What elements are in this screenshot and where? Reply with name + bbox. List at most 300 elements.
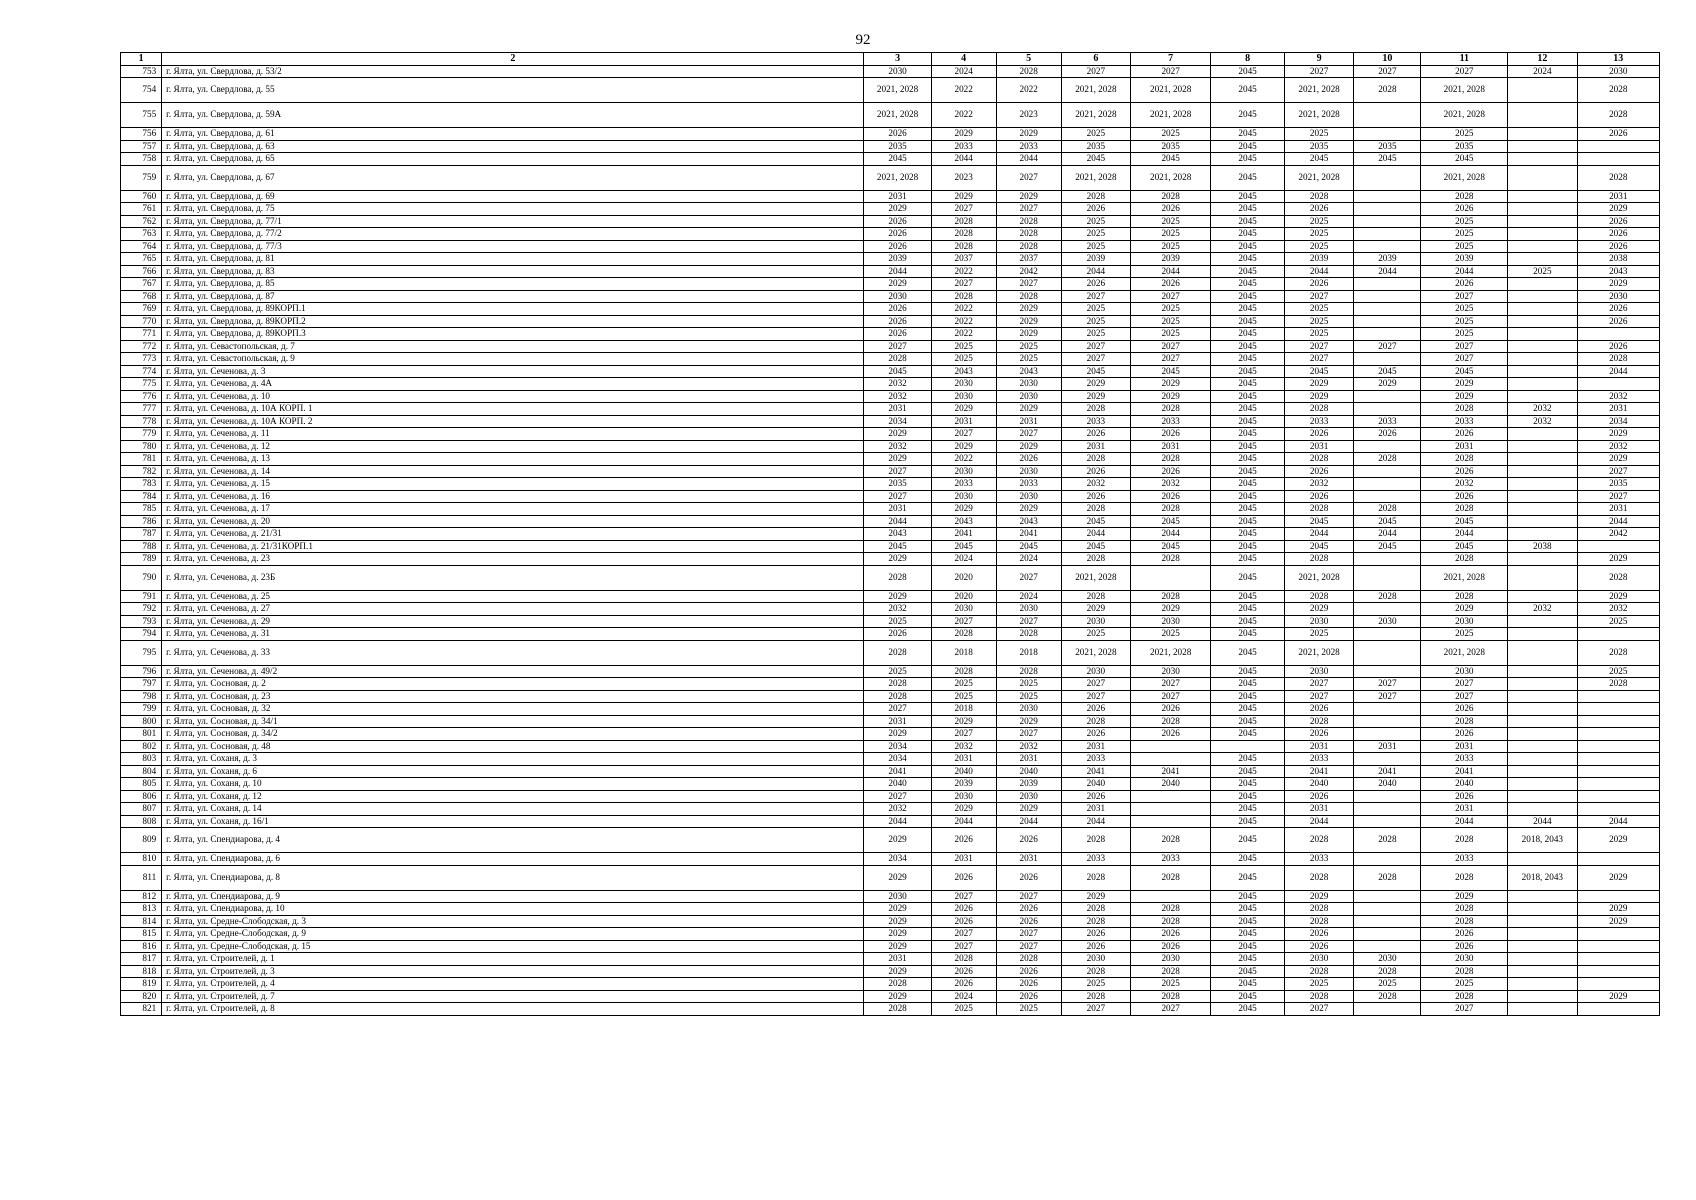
year-cell-col-13 — [1577, 703, 1659, 716]
table-row — [121, 865, 1660, 890]
year-cell-col-6: 2026 — [1061, 203, 1130, 216]
year-cell-col-13: 2029 — [1577, 903, 1659, 916]
year-cell-col-4: 2029 — [931, 503, 996, 516]
year-cell-col-5: 2041 — [996, 528, 1061, 541]
year-cell-col-10 — [1354, 165, 1421, 190]
year-cell-col-13 — [1577, 540, 1659, 553]
year-cell-col-13: 2035 — [1577, 478, 1659, 491]
year-cell-col-13: 2038 — [1577, 253, 1659, 266]
year-cell-col-10 — [1354, 303, 1421, 316]
year-cell-col-7: 2028 — [1131, 503, 1211, 516]
year-cell-col-8: 2045 — [1211, 803, 1285, 816]
year-cell-col-6: 2029 — [1061, 603, 1130, 616]
year-cell-col-12 — [1508, 978, 1577, 991]
year-cell-col-5: 2027 — [996, 165, 1061, 190]
table-row — [121, 790, 1660, 803]
year-cell-col-10: 2045 — [1354, 515, 1421, 528]
year-cell-col-11: 2045 — [1421, 515, 1508, 528]
year-cell-col-3: 2028 — [864, 353, 931, 366]
year-cell-col-13: 2026 — [1577, 215, 1659, 228]
year-cell-col-13: 2025 — [1577, 615, 1659, 628]
year-cell-col-7 — [1131, 565, 1211, 590]
year-cell-col-5: 2029 — [996, 328, 1061, 341]
year-cell-col-8: 2045 — [1211, 690, 1285, 703]
year-cell-col-7: 2028 — [1131, 190, 1211, 203]
year-cell-col-4: 2031 — [931, 853, 996, 866]
year-cell-col-3: 2028 — [864, 640, 931, 665]
year-cell-col-7: 2028 — [1131, 828, 1211, 853]
year-cell-col-13: 2029 — [1577, 865, 1659, 890]
year-cell-col-11: 2040 — [1421, 778, 1508, 791]
address-cell: г. Ялта, ул. Свердлова, д. 53/2 — [162, 65, 864, 78]
year-cell-col-3: 2039 — [864, 253, 931, 266]
address-cell: г. Ялта, ул. Сосновая, д. 48 — [162, 740, 864, 753]
year-cell-col-8: 2045 — [1211, 890, 1285, 903]
year-cell-col-7: 2027 — [1131, 65, 1211, 78]
year-cell-col-3: 2027 — [864, 340, 931, 353]
address-cell: г. Ялта, ул. Строителей, д. 4 — [162, 978, 864, 991]
year-cell-col-13 — [1577, 728, 1659, 741]
year-cell-col-12 — [1508, 103, 1577, 128]
year-cell-col-8: 2045 — [1211, 278, 1285, 291]
year-cell-col-12 — [1508, 228, 1577, 241]
year-cell-col-6: 2045 — [1061, 365, 1130, 378]
year-cell-col-3: 2031 — [864, 403, 931, 416]
year-cell-col-8: 2045 — [1211, 865, 1285, 890]
row-number: 759 — [121, 165, 162, 190]
year-cell-col-8: 2045 — [1211, 628, 1285, 641]
year-cell-col-8: 2045 — [1211, 503, 1285, 516]
year-cell-col-6: 2025 — [1061, 303, 1130, 316]
table-row — [121, 715, 1660, 728]
row-number: 790 — [121, 565, 162, 590]
year-cell-col-12 — [1508, 340, 1577, 353]
table-row — [121, 528, 1660, 541]
year-cell-col-7: 2029 — [1131, 603, 1211, 616]
year-cell-col-10 — [1354, 128, 1421, 141]
year-cell-col-8: 2045 — [1211, 78, 1285, 103]
year-cell-col-7: 2032 — [1131, 478, 1211, 491]
year-cell-col-6: 2040 — [1061, 778, 1130, 791]
column-header-4: 4 — [931, 53, 996, 66]
year-cell-col-8: 2045 — [1211, 453, 1285, 466]
year-cell-col-5: 2026 — [996, 903, 1061, 916]
year-cell-col-13: 2029 — [1577, 915, 1659, 928]
year-cell-col-7: 2028 — [1131, 990, 1211, 1003]
year-cell-col-3: 2032 — [864, 603, 931, 616]
table-row — [121, 365, 1660, 378]
year-cell-col-11: 2027 — [1421, 340, 1508, 353]
table-row — [121, 590, 1660, 603]
table-row — [121, 215, 1660, 228]
year-cell-col-6: 2030 — [1061, 953, 1130, 966]
year-cell-col-3: 2025 — [864, 615, 931, 628]
row-number: 775 — [121, 378, 162, 391]
table-row — [121, 940, 1660, 953]
table-row — [121, 340, 1660, 353]
year-cell-col-13: 2028 — [1577, 353, 1659, 366]
table-row — [121, 915, 1660, 928]
year-cell-col-7: 2025 — [1131, 328, 1211, 341]
year-cell-col-3: 2026 — [864, 328, 931, 341]
year-cell-col-10 — [1354, 940, 1421, 953]
year-cell-col-9: 2028 — [1284, 915, 1353, 928]
year-cell-col-6: 2045 — [1061, 153, 1130, 166]
address-cell: г. Ялта, ул. Соханя, д. 3 — [162, 753, 864, 766]
year-cell-col-9: 2026 — [1284, 928, 1353, 941]
year-cell-col-6: 2026 — [1061, 428, 1130, 441]
year-cell-col-9: 2026 — [1284, 703, 1353, 716]
address-cell: г. Ялта, ул. Свердлова, д. 77/1 — [162, 215, 864, 228]
table-row — [121, 640, 1660, 665]
year-cell-col-9: 2025 — [1284, 978, 1353, 991]
row-number: 806 — [121, 790, 162, 803]
year-cell-col-5: 2029 — [996, 803, 1061, 816]
year-cell-col-10 — [1354, 328, 1421, 341]
year-cell-col-11: 2026 — [1421, 428, 1508, 441]
year-cell-col-5: 2043 — [996, 515, 1061, 528]
row-number: 810 — [121, 853, 162, 866]
row-number: 819 — [121, 978, 162, 991]
year-cell-col-3: 2041 — [864, 765, 931, 778]
year-cell-col-9: 2032 — [1284, 478, 1353, 491]
year-cell-col-5: 2033 — [996, 478, 1061, 491]
year-cell-col-7: 2025 — [1131, 978, 1211, 991]
year-cell-col-11: 2028 — [1421, 903, 1508, 916]
year-cell-col-8: 2045 — [1211, 190, 1285, 203]
row-number: 815 — [121, 928, 162, 941]
year-cell-col-12 — [1508, 678, 1577, 691]
year-cell-col-6: 2021, 2028 — [1061, 78, 1130, 103]
year-cell-col-5: 2027 — [996, 928, 1061, 941]
year-cell-col-5: 2025 — [996, 690, 1061, 703]
year-cell-col-13: 2028 — [1577, 103, 1659, 128]
year-cell-col-9: 2025 — [1284, 128, 1353, 141]
year-cell-col-8: 2045 — [1211, 290, 1285, 303]
year-cell-col-13: 2031 — [1577, 503, 1659, 516]
year-cell-col-13: 2028 — [1577, 565, 1659, 590]
address-cell: г. Ялта, ул. Свердлова, д. 89КОРП.1 — [162, 303, 864, 316]
year-cell-col-3: 2028 — [864, 1003, 931, 1016]
row-number: 754 — [121, 78, 162, 103]
year-cell-col-4: 2022 — [931, 315, 996, 328]
year-cell-col-3: 2034 — [864, 753, 931, 766]
year-cell-col-3: 2029 — [864, 903, 931, 916]
year-cell-col-7: 2044 — [1131, 528, 1211, 541]
year-cell-col-6: 2028 — [1061, 190, 1130, 203]
year-cell-col-13: 2026 — [1577, 315, 1659, 328]
year-cell-col-10: 2028 — [1354, 865, 1421, 890]
year-cell-col-9: 2044 — [1284, 815, 1353, 828]
year-cell-col-3: 2027 — [864, 490, 931, 503]
table-row — [121, 690, 1660, 703]
year-cell-col-4: 2028 — [931, 953, 996, 966]
year-cell-col-8: 2045 — [1211, 490, 1285, 503]
year-cell-col-6: 2027 — [1061, 690, 1130, 703]
year-cell-col-7: 2030 — [1131, 665, 1211, 678]
address-cell: г. Ялта, ул. Сеченова, д. 23 — [162, 553, 864, 566]
year-cell-col-7: 2045 — [1131, 540, 1211, 553]
year-cell-col-13: 2044 — [1577, 365, 1659, 378]
year-cell-col-5: 2031 — [996, 753, 1061, 766]
row-number: 769 — [121, 303, 162, 316]
address-cell: г. Ялта, ул. Свердлова, д. 83 — [162, 265, 864, 278]
year-cell-col-13: 2042 — [1577, 528, 1659, 541]
year-cell-col-5: 2045 — [996, 540, 1061, 553]
year-cell-col-8: 2045 — [1211, 415, 1285, 428]
year-cell-col-7: 2045 — [1131, 515, 1211, 528]
row-number: 813 — [121, 903, 162, 916]
year-cell-col-11: 2044 — [1421, 528, 1508, 541]
year-cell-col-4: 2030 — [931, 490, 996, 503]
year-cell-col-11: 2026 — [1421, 928, 1508, 941]
address-cell: г. Ялта, ул. Сеченова, д. 27 — [162, 603, 864, 616]
year-cell-col-5: 2028 — [996, 290, 1061, 303]
year-cell-col-12 — [1508, 253, 1577, 266]
year-cell-col-6: 2041 — [1061, 765, 1130, 778]
year-cell-col-3: 2032 — [864, 390, 931, 403]
year-cell-col-4: 2044 — [931, 815, 996, 828]
year-cell-col-13: 2031 — [1577, 190, 1659, 203]
year-cell-col-5: 2029 — [996, 315, 1061, 328]
year-cell-col-7 — [1131, 815, 1211, 828]
year-cell-col-12 — [1508, 915, 1577, 928]
year-cell-col-6: 2027 — [1061, 290, 1130, 303]
address-cell: г. Ялта, ул. Сеченова, д. 10А КОРП. 2 — [162, 415, 864, 428]
year-cell-col-10: 2030 — [1354, 615, 1421, 628]
year-cell-col-11: 2028 — [1421, 965, 1508, 978]
year-cell-col-6: 2031 — [1061, 803, 1130, 816]
year-cell-col-7 — [1131, 740, 1211, 753]
year-cell-col-5: 2029 — [996, 190, 1061, 203]
year-cell-col-9: 2028 — [1284, 865, 1353, 890]
year-cell-col-13 — [1577, 1003, 1659, 1016]
year-cell-col-13: 2026 — [1577, 228, 1659, 241]
year-cell-col-5: 2029 — [996, 128, 1061, 141]
year-cell-col-5: 2022 — [996, 78, 1061, 103]
table-row — [121, 228, 1660, 241]
year-cell-col-11: 2030 — [1421, 665, 1508, 678]
row-number: 799 — [121, 703, 162, 716]
year-cell-col-10 — [1354, 353, 1421, 366]
address-cell: г. Ялта, ул. Свердлова, д. 63 — [162, 140, 864, 153]
year-cell-col-4: 2022 — [931, 103, 996, 128]
year-cell-col-7: 2028 — [1131, 865, 1211, 890]
row-number: 779 — [121, 428, 162, 441]
year-cell-col-11: 2039 — [1421, 253, 1508, 266]
year-cell-col-9: 2028 — [1284, 715, 1353, 728]
year-cell-col-9: 2029 — [1284, 390, 1353, 403]
table-row — [121, 290, 1660, 303]
year-cell-col-11: 2025 — [1421, 978, 1508, 991]
year-cell-col-9: 2026 — [1284, 940, 1353, 953]
year-cell-col-4: 2025 — [931, 678, 996, 691]
table-row — [121, 828, 1660, 853]
year-cell-col-7: 2044 — [1131, 265, 1211, 278]
row-number: 807 — [121, 803, 162, 816]
year-cell-col-10 — [1354, 490, 1421, 503]
year-cell-col-8: 2045 — [1211, 790, 1285, 803]
year-cell-col-3: 2029 — [864, 590, 931, 603]
year-cell-col-11: 2028 — [1421, 865, 1508, 890]
year-cell-col-8: 2045 — [1211, 515, 1285, 528]
table-row — [121, 515, 1660, 528]
year-cell-col-13 — [1577, 965, 1659, 978]
year-cell-col-10 — [1354, 228, 1421, 241]
year-cell-col-11: 2028 — [1421, 453, 1508, 466]
year-cell-col-9: 2028 — [1284, 990, 1353, 1003]
year-cell-col-10 — [1354, 465, 1421, 478]
year-cell-col-6: 2028 — [1061, 865, 1130, 890]
year-cell-col-13: 2029 — [1577, 428, 1659, 441]
table-row — [121, 328, 1660, 341]
year-cell-col-11: 2021, 2028 — [1421, 103, 1508, 128]
year-cell-col-8: 2045 — [1211, 953, 1285, 966]
year-cell-col-3: 2028 — [864, 978, 931, 991]
year-cell-col-9: 2021, 2028 — [1284, 165, 1353, 190]
year-cell-col-7: 2027 — [1131, 353, 1211, 366]
year-cell-col-4: 2022 — [931, 328, 996, 341]
year-cell-col-13 — [1577, 140, 1659, 153]
year-cell-col-4: 2043 — [931, 515, 996, 528]
year-cell-col-11: 2044 — [1421, 815, 1508, 828]
year-cell-col-8: 2045 — [1211, 928, 1285, 941]
year-cell-col-9: 2025 — [1284, 215, 1353, 228]
year-cell-col-4: 2030 — [931, 790, 996, 803]
year-cell-col-3: 2026 — [864, 315, 931, 328]
year-cell-col-10: 2028 — [1354, 990, 1421, 1003]
year-cell-col-7: 2025 — [1131, 315, 1211, 328]
year-cell-col-10 — [1354, 403, 1421, 416]
year-cell-col-8: 2045 — [1211, 678, 1285, 691]
year-cell-col-6: 2028 — [1061, 990, 1130, 1003]
row-number: 760 — [121, 190, 162, 203]
year-cell-col-13: 2026 — [1577, 340, 1659, 353]
year-cell-col-11: 2025 — [1421, 315, 1508, 328]
year-cell-col-5: 2033 — [996, 140, 1061, 153]
row-number: 771 — [121, 328, 162, 341]
year-cell-col-3: 2026 — [864, 628, 931, 641]
year-cell-col-8: 2045 — [1211, 1003, 1285, 1016]
row-number: 765 — [121, 253, 162, 266]
year-cell-col-10: 2027 — [1354, 340, 1421, 353]
year-cell-col-7: 2026 — [1131, 428, 1211, 441]
year-cell-col-10: 2039 — [1354, 253, 1421, 266]
year-cell-col-5: 2030 — [996, 790, 1061, 803]
address-cell: г. Ялта, ул. Соханя, д. 14 — [162, 803, 864, 816]
year-cell-col-12 — [1508, 465, 1577, 478]
year-cell-col-9: 2021, 2028 — [1284, 78, 1353, 103]
row-number: 753 — [121, 65, 162, 78]
year-cell-col-6: 2028 — [1061, 590, 1130, 603]
year-cell-col-8: 2045 — [1211, 565, 1285, 590]
year-cell-col-12 — [1508, 78, 1577, 103]
row-number: 820 — [121, 990, 162, 1003]
table-row — [121, 353, 1660, 366]
year-cell-col-4: 2033 — [931, 478, 996, 491]
year-cell-col-13 — [1577, 803, 1659, 816]
year-cell-col-4: 2039 — [931, 778, 996, 791]
column-header-8: 8 — [1211, 53, 1285, 66]
year-cell-col-13: 2029 — [1577, 590, 1659, 603]
year-cell-col-8: 2045 — [1211, 828, 1285, 853]
year-cell-col-10: 2028 — [1354, 590, 1421, 603]
year-cell-col-3: 2029 — [864, 865, 931, 890]
year-cell-col-9: 2033 — [1284, 415, 1353, 428]
year-cell-col-12 — [1508, 853, 1577, 866]
row-number: 770 — [121, 315, 162, 328]
year-cell-col-7: 2027 — [1131, 678, 1211, 691]
year-cell-col-4: 2029 — [931, 190, 996, 203]
table-row — [121, 603, 1660, 616]
year-cell-col-3: 2029 — [864, 453, 931, 466]
year-cell-col-6: 2026 — [1061, 940, 1130, 953]
year-cell-col-4: 2028 — [931, 228, 996, 241]
year-cell-col-10 — [1354, 803, 1421, 816]
year-cell-col-10: 2029 — [1354, 378, 1421, 391]
table-row — [121, 403, 1660, 416]
year-cell-col-3: 2027 — [864, 790, 931, 803]
year-cell-col-7 — [1131, 753, 1211, 766]
table-row — [121, 103, 1660, 128]
year-cell-col-8: 2045 — [1211, 240, 1285, 253]
year-cell-col-8: 2045 — [1211, 215, 1285, 228]
table-row — [121, 665, 1660, 678]
year-cell-col-10: 2028 — [1354, 503, 1421, 516]
year-cell-col-5: 2031 — [996, 853, 1061, 866]
table-row — [121, 803, 1660, 816]
year-cell-col-9: 2039 — [1284, 253, 1353, 266]
row-number: 783 — [121, 478, 162, 491]
year-cell-col-6: 2026 — [1061, 465, 1130, 478]
year-cell-col-11: 2031 — [1421, 740, 1508, 753]
year-cell-col-5: 2026 — [996, 865, 1061, 890]
year-cell-col-8 — [1211, 740, 1285, 753]
column-header-11: 11 — [1421, 53, 1508, 66]
year-cell-col-3: 2035 — [864, 478, 931, 491]
year-cell-col-6: 2029 — [1061, 890, 1130, 903]
year-cell-col-3: 2025 — [864, 665, 931, 678]
year-cell-col-6: 2045 — [1061, 515, 1130, 528]
year-cell-col-8: 2045 — [1211, 315, 1285, 328]
year-cell-col-9: 2040 — [1284, 778, 1353, 791]
year-cell-col-10 — [1354, 790, 1421, 803]
column-header-3: 3 — [864, 53, 931, 66]
year-cell-col-4: 2025 — [931, 340, 996, 353]
year-cell-col-11: 2045 — [1421, 153, 1508, 166]
year-cell-col-9: 2028 — [1284, 190, 1353, 203]
row-number: 774 — [121, 365, 162, 378]
year-cell-col-3: 2028 — [864, 565, 931, 590]
year-cell-col-9: 2030 — [1284, 615, 1353, 628]
year-cell-col-11: 2028 — [1421, 403, 1508, 416]
year-cell-col-5: 2026 — [996, 828, 1061, 853]
year-cell-col-5: 2023 — [996, 103, 1061, 128]
address-cell: г. Ялта, ул. Сеченова, д. 21/31КОРП.1 — [162, 540, 864, 553]
address-cell: г. Ялта, ул. Сеченова, д. 33 — [162, 640, 864, 665]
address-cell: г. Ялта, ул. Спендиарова, д. 4 — [162, 828, 864, 853]
year-cell-col-7: 2026 — [1131, 728, 1211, 741]
year-cell-col-6: 2029 — [1061, 378, 1130, 391]
year-cell-col-6: 2028 — [1061, 453, 1130, 466]
row-number: 817 — [121, 953, 162, 966]
year-cell-col-9: 2025 — [1284, 303, 1353, 316]
year-cell-col-5: 2027 — [996, 728, 1061, 741]
year-cell-col-11: 2045 — [1421, 540, 1508, 553]
address-cell: г. Ялта, ул. Свердлова, д. 77/3 — [162, 240, 864, 253]
year-cell-col-11: 2033 — [1421, 753, 1508, 766]
year-cell-col-11: 2029 — [1421, 890, 1508, 903]
